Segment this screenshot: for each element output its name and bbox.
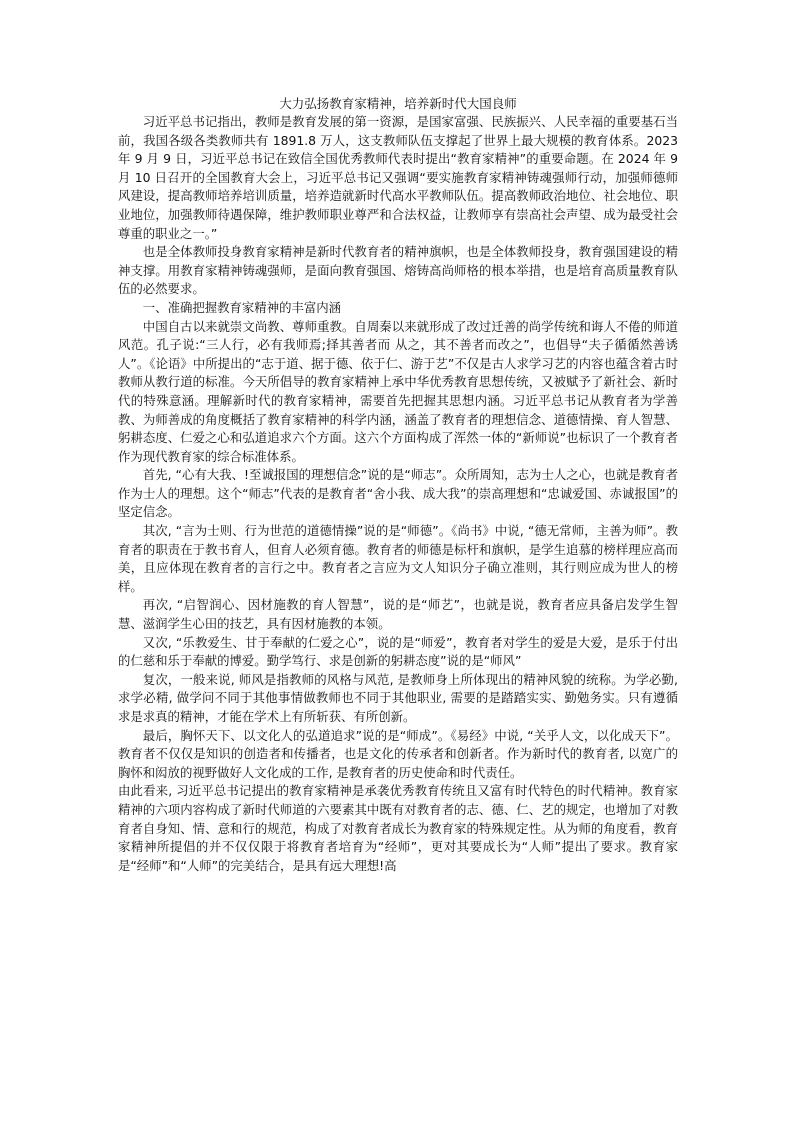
section-paragraph-shide: 其次, “言为士则、行为世范的道德情操”说的是“师德”。《尚书》中说, “德无常师，主善为师”。教育者的职责在于教书育人，但育人必须育德。教育者的师德是标杆和旗帜，是学生追慕的榜样理应高而美，且应体现在教育者的言行之中。教育者之言应为文人知识分子确立准则，其行则应成为世人的榜样。 [118,523,678,594]
section-paragraph-shiai: 又次, “乐教爱生、甘于奉献的仁爱之心”，说的是“师爱”，教育者对学生的爱是大爱，是乐于付出的仁慈和乐于奉献的博爱。勤学笃行、求是创新的躬耕态度”说的是“师风” [118,634,678,669]
section-paragraph-shiyi: 再次, “启智润心、因材施教的育人智慧”，说的是“师艺”，也就是说，教育者应具备启发学生智慧、滋润学生心田的技艺，具有因材施教的本领。 [118,597,678,632]
section-paragraph-shifeng: 复次，一般来说, 师风是指教师的风格与风范, 是教师身上所体现出的精神风貌的统称。为学必勤, 求学必精, 做学问不同于其他事情做教师也不同于其他职业, 需要的是踏踏实实、勤勉务实。只有遵循求是求真的精神，才能在学术上有所斩获、有所创新。 [118,671,678,724]
intro-paragraph-1: 习近平总书记指出，教师是教育发展的第一资源，是国家富强、民族振兴、人民幸福的重要基石当前，我国各级各类教师共有 1891.8 万人，这支教师队伍支撑起了世界上最大规模的教育体系。2023 年 9 月 9 日，习近平总书记在致信全国优秀教师代表时提出“教育家精神”的重要命题。在 2024 年 9 月 10 日召开的全国教育大会上，习近平总书记又强调“要实施教育家精神铸魂强师行动，加强师德师风建设，提高教师培养培训质量，培养造就新时代高水平教师队伍。提高教师政治地位、社会地位、职业地位，加强教师待遇保障，维护教师职业尊严和合法权益，让教师享有崇高社会声望、成为最受社会尊重的职业之一。” [118,114,678,241]
closing-paragraph: 由此看来, 习近平总书记提出的教育家精神是承袭优秀教育传统且又富有时代特色的时代精神。教育家精神的六项内容构成了新时代师道的六要素其中既有对教育者的志、德、仁、艺的规定，也增加了对教育者自身知、情、意和行的规范，构成了对教育者成长为教育家的特殊规定性。从为师的角度看，教育家精神所提倡的并不仅仅限于将教育者培育为“经师”，更对其要成长为“人师”提出了要求。教育家是“经师”和“人师”的完美结合，是具有远大理想!高 [118,783,678,873]
document-title: 大力弘扬教育家精神，培养新时代大国良师 [279,96,517,111]
section-heading: 一、准确把握教育家精神的丰富内涵 [142,299,342,315]
section-paragraph-origin: 中国自古以来就崇文尚教、尊师重教。自周秦以来就形成了改过迁善的尚学传统和诲人不倦的师道风范。孔子说:“三人行，必有我师焉;择其善者而 从之，其不善者而改之”，也倡导“夫子循循然善诱人”。《论语》中所提出的“志于道、据于德、依于仁、游于艺”不仅是古人求学习艺的内容也蕴含着古时教师从教行道的标准。今天所倡导的教育家精神上承中华优秀教育思想传统，又被赋予了新社会、新时代的特殊意涵。理解新时代的教育家精神，需要首先把握其思想内涵。习近平总书记从教育者为学善教、为师善成的角度概括了教育家精神的科学内涵，涵盖了教育者的理想信念、道德情操、育人智慧、躬耕态度、仁爱之心和弘道追求六个方面。这六个方面构成了浑然一体的“新师说”也标识了一个教育者作为现代教育家的综合标准体系。 [118,318,678,464]
intro-paragraph-2: 也是全体教师投身教育家精神是新时代教育者的精神旗帜，也是全体教师投身，教育强国建设的精神支撑。用教育家精神铸魂强师，是面向教育强国、熔铸高尚师格的根本举措，也是培育高质量教育队伍的必然要求。 [118,244,678,297]
section-paragraph-shizhi: 首先, “心有大我、!至诚报国的理想信念”说的是“师志”。众所周知，志为士人之心，也就是教育者作为士人的理想。这个“师志”代表的是教育者“舍小我、成大我”的崇高理想和“忠诚爱国、赤诚报国”的坚定信念。 [118,467,678,520]
document-page [118,95,678,875]
section-paragraph-shicheng: 最后，胸怀天下、以文化人的弘道追求”说的是“师成”。《易经》中说, “关乎人文，以化成天下”。教育者不仅仅是知识的创造者和传播者，也是文化的传承者和创新者。作为新时代的教育者, 以宽广的胸怀和闳放的视野做好人文化成的工作, 是教育者的历史使命和时代责任。 [118,727,678,780]
